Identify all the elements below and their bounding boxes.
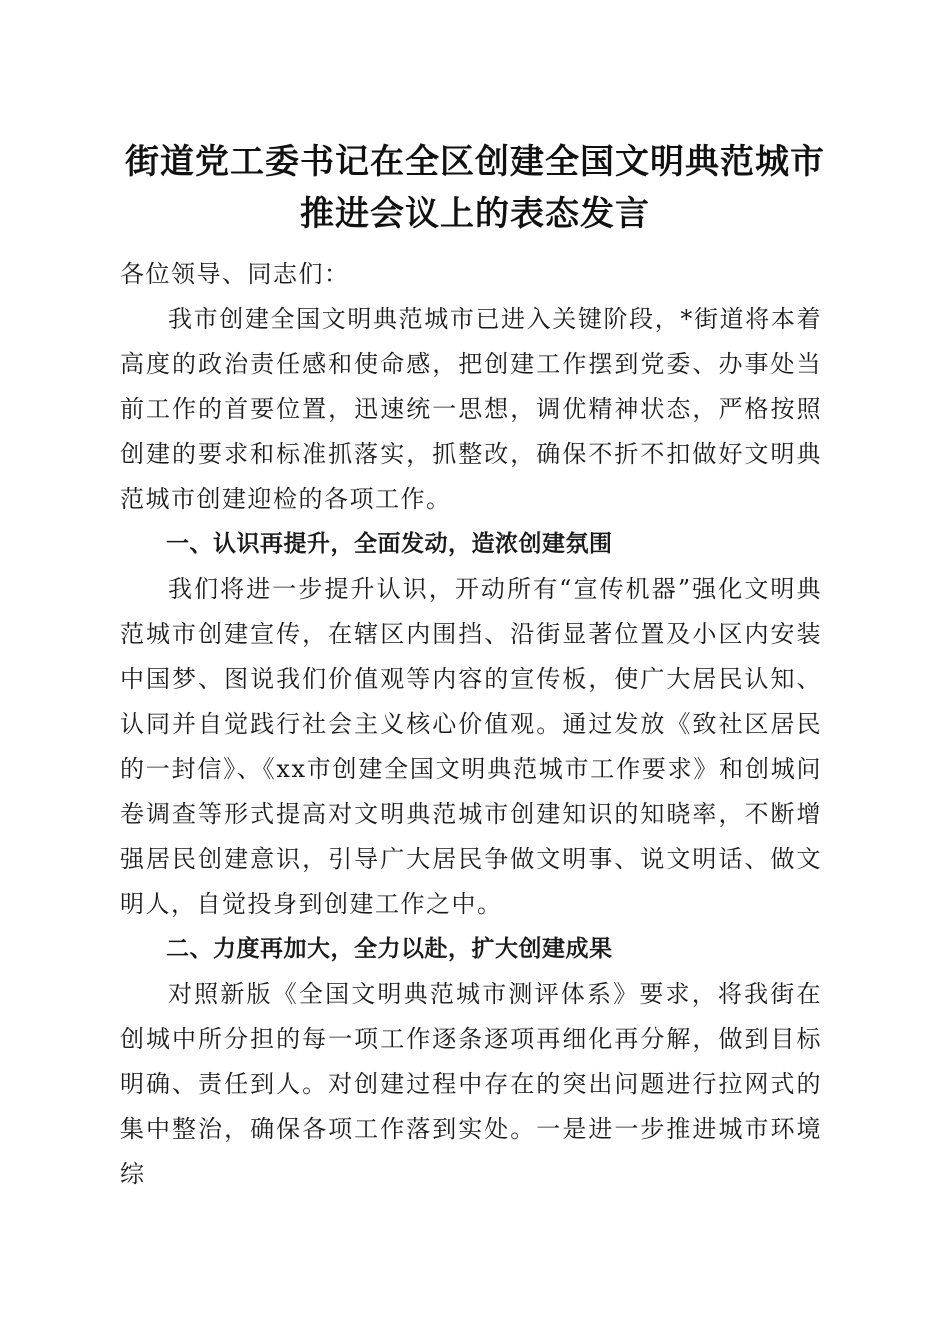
- paragraph-section-1: 我们将进一步提升认识，开动所有“宣传机器”强化文明典范城市创建宣传，在辖区内围挡、沿街显著位置及小区内安装中国梦、图说我们价值观等内容的宣传板，使广大居民认知、认同并自觉践行社会主义核心价值观。通过发放《致社区居民的一封信》、《xx市创建全国文明典范城市工作要求》和创城问卷调查等形式提高对文明典范城市创建知识的知晓率，不断增强居民创建意识，引导广大居民争做文明事、说文明话、做文明人，自觉投身到创建工作之中。: [120, 575, 822, 918]
- salutation: 各位领导、同志们：: [120, 260, 350, 288]
- section-heading-1: 一、认识再提升，全面发动，造浓创建氛围: [166, 531, 613, 557]
- document-body: [120, 252, 822, 1197]
- title-line-1: 街道党工委书记在全区创建全国文明典范城市: [125, 142, 825, 182]
- title-line-2: 推进会议上的表态发言: [300, 194, 650, 234]
- paragraph-intro: 我市创建全国文明典范城市已进入关键阶段，*街道将本着高度的政治责任感和使命感，把创建工作摆到党委、办事处当前工作的首要位置，迅速统一思想，调优精神状态，严格按照创建的要求和标准抓落实，抓整改，确保不折不扣做好文明典范城市创建迎检的各项工作。: [120, 305, 822, 513]
- paragraph-section-2: 对照新版《全国文明典范城市测评体系》要求，将我街在创城中所分担的每一项工作逐条逐项再细化再分解，做到目标明确、责任到人。对创建过程中存在的突出问题进行拉网式的集中整治，确保各项工作落到实处。一是进一步推进城市环境综: [120, 980, 822, 1188]
- section-heading-2: 二、力度再加大，全力以赴，扩大创建成果: [166, 936, 613, 962]
- document-title: [110, 136, 840, 240]
